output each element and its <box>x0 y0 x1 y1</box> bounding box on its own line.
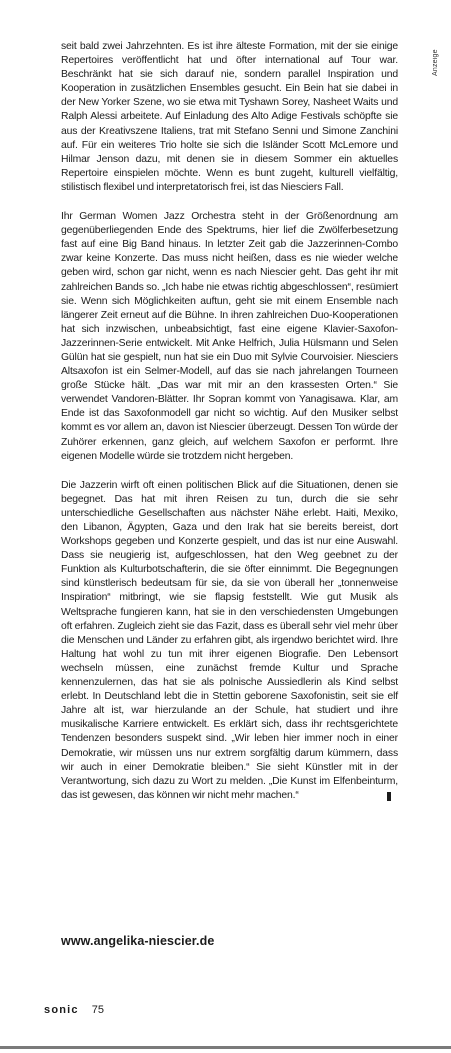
article-paragraph-1: seit bald zwei Jahrzehnten. Es ist ihre älteste Formation, mit der sie einige Repertoires veröffentlicht hat und öfter international auf Tour war. Beschränkt hat sie sich darauf nie, sondern parallel Inspiration und Kooperation in zusätzlichen Ensembles gesucht. Ein Bein hat sie dabei in der New Yorker Szene, wo sie etwa mit Tyshawn Sorey, Nasheet Waits und Ralph Alessi arbeitete. Auf Einladung des Alto Adige Festivals schöpfte sie aus der Kreativszene Italiens, trat mit Stefano Senni und Simone Zanchini auf. Für ein weiteres Trio holte sie sich die Isländer Scott McLemore und Hilmar Jenson dazu, mit denen sie in diesem Sommer ein aktuelles Repertoire einspielen möchte. Wenn es bunt zugeht, kulturell vielfältig, stilistisch flexibel und interpretatorisch frei, ist das Niesciers Fall. <box>61 41 398 193</box>
page-footer <box>44 1004 104 1016</box>
website-link[interactable]: www.angelika-niescier.de <box>61 934 215 948</box>
advertisement-label: Anzeige <box>432 49 439 76</box>
page-number: 75 <box>91 1004 105 1016</box>
article-paragraph-3 <box>61 479 398 803</box>
end-of-article-mark <box>387 792 391 801</box>
article-body <box>61 40 398 818</box>
article-paragraph-2: Ihr German Women Jazz Orchestra steht in der Größenordnung am gegenüberliegenden Ende des Spektrums, hier lief die Zwölferbesetzung fast auf eine Big Band hinaus. In letzter Zeit gab die Jazzerinnen-Combo zwar keine Konzerte. Das muss nicht heißen, dass es nie wieder welche geben wird, schon gar nicht, wenn es nach Niescier geht. Das geht ihr mit zahlreichen Bands so. „Ich habe nie etwas richtig abgeschlossen“, resümiert sie. Wenn sich Möglichkeiten auftun, geht sie mit einem Ensemble nach längerer Zeit erneut auf die Bühne. In ihren zahlreichen Duo-Kooperationen hat sich inzwischen, unbeabsichtigt, fast eine eigene Klavier-Saxofon-Jazzerinnen-Serie entwickelt. Mit Anke Helfrich, Julia Hülsmann und Selen Gülün hat sie gespielt, nun hat sie ein Duo mit Sylvie Courvoisier. Niesciers Altsaxofon ist ein Selmer-Modell, auf das sie nach jahrelangen Tourneen große Stücke hält. „Das war mit mir an den krassesten Orten.“ Sie verwendet Vandoren-Blätter. Ihr Sopran kommt von Yanagisawa. Klar, am Ende ist das Saxofonmodell gar nicht so wichtig. Auf den Musiker selbst kommt es vor allem an, davon ist Niescier überzeugt. Dessen Ton würde der Zuhörer erkennen, ganz gleich, auf welchem Saxofon er performt. Ihre eigenen Modelle würde sie trotzdem nicht hergeben. <box>61 211 398 462</box>
bottom-rule <box>0 1046 451 1049</box>
article-paragraph-3-text: Die Jazzerin wirft oft einen politischen Blick auf die Situationen, denen sie begegnet. Das hat mit ihren Reisen zu tun, durch die sie sehr unterschiedliche Gesellschaften aus nächster Nähe erlebt. Haiti, Mexiko, den Libanon, Ägypten, Gaza und den Irak hat sie bereits bereist, dort Workshops gegeben und Konzerte gespielt, und das ist nur eine Auswahl. Dass sie neugierig ist, aufgeschlossen, hat den Weg geebnet zu der Funktion als Kulturbotschafterin, die sie öfter einnimmt. Die Begegnungen sind künstlerisch bedeutsam für sie, da sie von überall her „tonnenweise Inspiration“ mitbringt, wie sie flapsig feststellt. Wie gut Musik als Weltsprache fungieren kann, hat sie in den verschiedensten Umgebungen oft erfahren. Zugleich zieht sie das Fazit, dass es überall sehr viel mehr über die Menschen und Länder zu erfahren gibt, als irgendwo berichtet wird. Ihre Haltung hat wohl zu tun mit ihrer eigenen Biografie. Den Lebensort wechseln müssen, eine zunächst fremde Kultur und Sprache kennenzulernen, das hat sie als polnische Aussiedlerin als Kind selbst erlebt. In Deutschland lebt die in Stettin geborene Saxofonistin, seit sie elf Jahre alt ist, war hierzulande an der Schule, hat studiert und ihre musikalische Karriere entwickelt. Es erklärt sich, dass ihr rechtsgerichtete Tendenzen besonders suspekt sind. „Wir leben hier immer noch in einer Demokratie, wir müssen uns nur extrem sorgfältig darum kümmern, dass wir auch in einer Demokratie bleiben.“ Sie sieht Künstler mit in der Verantwortung, sich dazu zu Wort zu melden. „Die Kunst im Elfenbeinturm, das ist gewesen, das können wir nicht mehr machen.“ <box>61 479 398 801</box>
magazine-brand: sonic <box>44 1004 79 1016</box>
